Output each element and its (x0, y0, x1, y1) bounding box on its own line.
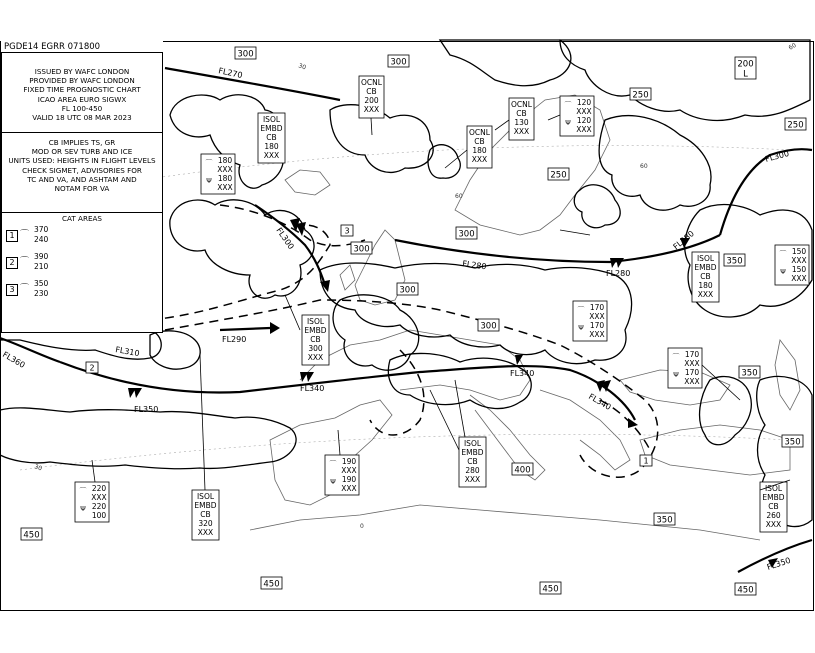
svg-text:XXX: XXX (471, 155, 488, 164)
svg-text:CB: CB (200, 510, 211, 519)
arrowhead-fl290 (270, 322, 280, 334)
svg-text:220: 220 (91, 502, 107, 511)
svg-text:400: 400 (514, 465, 531, 476)
cb-boxes (192, 76, 787, 540)
cb-box-mediterranean (459, 437, 486, 487)
svg-text:ISOL: ISOL (463, 439, 482, 448)
svg-text:XXX: XXX (197, 528, 214, 537)
svg-text:320: 320 (198, 519, 213, 528)
cat-area-iberia-outline (370, 350, 424, 435)
cat-area-top: 390 (34, 252, 49, 261)
svg-text:OCNL: OCNL (511, 100, 532, 109)
trop-box (735, 583, 756, 596)
svg-text:200: 200 (737, 59, 754, 70)
arrowhead-fl340 (628, 418, 638, 428)
svg-text:450: 450 (542, 584, 559, 595)
svg-text:250: 250 (632, 90, 649, 101)
jet-label-fl340-c: FL340 (587, 391, 613, 412)
cb-box-biscay (302, 315, 329, 365)
svg-text:XXX: XXX (791, 256, 807, 265)
svg-text:XXX: XXX (576, 125, 592, 134)
note-line: NOTAM FOR VA (54, 184, 110, 194)
issued-line: ISSUED BY WAFC LONDON (34, 67, 130, 76)
turb-icon: ⌒ (79, 487, 87, 495)
svg-text:CB: CB (474, 137, 485, 146)
svg-text:180: 180 (472, 146, 487, 155)
svg-text:60: 60 (455, 193, 463, 200)
svg-text:450: 450 (23, 530, 40, 541)
turb-box-scandinavia (560, 96, 594, 136)
cat-area-row (6, 279, 156, 301)
trop-box (724, 254, 745, 267)
svg-text:EMBD: EMBD (461, 448, 484, 457)
icing-icon: Ψ (330, 478, 336, 486)
jet-label-fl280-north: FL280 (461, 259, 488, 272)
turb-box-central-europe (573, 301, 607, 341)
svg-text:EMBD: EMBD (194, 501, 217, 510)
issued-line: PROVIDED BY WAFC LONDON (29, 76, 135, 86)
svg-text:260: 260 (766, 511, 781, 520)
svg-text:OCNL: OCNL (361, 78, 382, 87)
svg-text:130: 130 (514, 118, 529, 127)
svg-text:300: 300 (458, 229, 475, 240)
turb-icon: ⌒ (564, 101, 572, 109)
svg-text:120: 120 (576, 116, 592, 125)
trop-box (478, 319, 499, 332)
cat-ref-3 (341, 225, 353, 236)
jet-label-fl360: FL360 (1, 349, 27, 370)
chart-id: PGDE14 EGRR 071800 (1, 41, 163, 53)
svg-text:EMBD: EMBD (762, 493, 785, 502)
svg-text:XXX: XXX (263, 151, 280, 160)
svg-text:ISOL: ISOL (196, 492, 215, 501)
svg-text:350: 350 (741, 368, 758, 379)
cb-box-russia (692, 252, 719, 302)
svg-text:180: 180 (264, 142, 279, 151)
svg-text:450: 450 (263, 579, 280, 590)
leader-lines (92, 115, 790, 490)
cat-area-base: 230 (34, 289, 49, 298)
turb-box-atlantic (201, 154, 235, 194)
trop-box (548, 168, 569, 181)
trop-box (456, 227, 477, 240)
trop-box (235, 47, 256, 60)
svg-text:300: 300 (480, 321, 497, 332)
icing-icon: Ψ (80, 505, 86, 513)
note-line: CB IMPLIES TS, GR (48, 138, 116, 147)
trop-high-box (735, 57, 756, 80)
turb-box-russia-east (775, 245, 809, 285)
svg-text:XXX: XXX (697, 290, 714, 299)
svg-text:200: 200 (364, 96, 379, 105)
svg-text:220: 220 (91, 484, 107, 493)
svg-text:280: 280 (465, 466, 480, 475)
note-line: MOD OR SEV TURB AND ICE (31, 147, 133, 157)
trop-box (512, 463, 533, 476)
svg-text:ISOL: ISOL (262, 115, 281, 124)
note-line: CHECK SIGMET, ADVISORIES FOR (22, 165, 142, 175)
jet-label-fl350-se: FL350 (765, 555, 792, 572)
notes-block (2, 138, 162, 193)
cat-area-2-outline (150, 225, 330, 320)
svg-text:350: 350 (784, 437, 801, 448)
svg-text:170: 170 (684, 368, 700, 377)
svg-text:300: 300 (390, 57, 407, 68)
svg-text:XXX: XXX (307, 353, 324, 362)
cb-area-bay-biscay (150, 331, 200, 369)
jet-label-fl300-east: FL300 (764, 148, 791, 164)
trop-box (351, 242, 372, 255)
icing-icon: Ψ (578, 324, 584, 332)
cb-box-caspian (760, 482, 787, 532)
svg-text:170: 170 (589, 303, 605, 312)
svg-text:ISOL: ISOL (696, 254, 715, 263)
cat-ref-1 (640, 455, 652, 466)
jet-label-fl290: FL290 (222, 335, 247, 344)
trop-box (785, 118, 806, 131)
svg-text:EMBD: EMBD (694, 263, 717, 272)
cat-area-base: 210 (34, 262, 49, 271)
svg-text:300: 300 (353, 244, 370, 255)
jet-label-fl280-mid: FL280 (606, 269, 631, 278)
svg-text:XXX: XXX (341, 466, 357, 475)
turbulence-icon: ⌒ (20, 230, 30, 240)
svg-text:XXX: XXX (684, 359, 700, 368)
icing-icon: Ψ (673, 371, 679, 379)
chart-info-panel (1, 41, 163, 333)
issued-block (2, 67, 162, 122)
svg-text:300: 300 (308, 344, 323, 353)
turb-icon: ⌒ (672, 353, 680, 361)
svg-text:XXX: XXX (684, 377, 700, 386)
divider (2, 212, 162, 213)
jet-label-fl340-a: FL340 (300, 384, 325, 393)
svg-text:150: 150 (791, 247, 807, 256)
cb-area-baltic-small (574, 185, 620, 228)
cb-box-norway (467, 126, 492, 168)
svg-text:60: 60 (787, 41, 798, 52)
turb-box-iberia (325, 455, 359, 495)
svg-text:180: 180 (217, 156, 233, 165)
svg-text:XXX: XXX (464, 475, 481, 484)
svg-text:250: 250 (787, 120, 804, 131)
svg-text:XXX: XXX (363, 105, 380, 114)
svg-text:350: 350 (726, 256, 743, 267)
issued-line: FL 100-450 (61, 103, 103, 113)
svg-text:CB: CB (266, 133, 277, 142)
svg-text:L: L (743, 69, 748, 80)
svg-text:ISOL: ISOL (306, 317, 325, 326)
cb-box-iceland (258, 113, 285, 163)
cat-areas-title: CAT AREAS (62, 214, 102, 223)
svg-text:CB: CB (310, 335, 321, 344)
turb-box-black-sea (668, 348, 702, 388)
svg-text:XXX: XXX (765, 520, 782, 529)
svg-text:CB: CB (768, 502, 779, 511)
trop-box (540, 582, 561, 595)
svg-text:170: 170 (589, 321, 605, 330)
svg-text:XXX: XXX (217, 165, 233, 174)
svg-text:XXX: XXX (589, 312, 605, 321)
divider (2, 132, 162, 133)
turb-icon: ⌒ (577, 306, 585, 314)
cb-box-scandinavia-north (509, 98, 534, 140)
svg-text:CB: CB (516, 109, 527, 118)
svg-text:150: 150 (791, 265, 807, 274)
svg-text:170: 170 (684, 350, 700, 359)
trop-box (388, 55, 409, 68)
svg-text:CB: CB (366, 87, 377, 96)
jet-label-fl280-east: FL280 (671, 228, 696, 252)
trop-box (261, 577, 282, 590)
svg-text:ISOL: ISOL (764, 484, 783, 493)
issued-line: ICAO AREA EURO SIGWX (37, 94, 127, 104)
jet-label-fl310: FL310 (114, 345, 141, 359)
svg-text:30: 30 (33, 463, 43, 473)
svg-text:30: 30 (297, 62, 307, 72)
svg-text:EMBD: EMBD (304, 326, 327, 335)
svg-text:XXX: XXX (513, 127, 530, 136)
jet-label-fl350: FL350 (134, 405, 159, 414)
icing-icon: Ψ (206, 177, 212, 185)
cb-area-north-sea (440, 40, 571, 86)
svg-text:0: 0 (360, 523, 364, 530)
cat-area-row (6, 252, 156, 274)
svg-text:300: 300 (237, 49, 254, 60)
svg-text:100: 100 (91, 511, 107, 520)
svg-text:120: 120 (576, 98, 592, 107)
icing-icon: Ψ (565, 119, 571, 127)
turbulence-icon: ⌒ (20, 284, 30, 294)
jet-label-fl270: FL270 (217, 66, 244, 81)
jet-stream-fl290 (220, 328, 270, 330)
issued-line: FIXED TIME PROGNOSTIC CHART (23, 85, 141, 95)
turb-box-atlantic-south (75, 482, 109, 522)
jet-label-fl340-b: FL340 (510, 369, 535, 378)
cb-area-atlantic-south (0, 408, 296, 469)
svg-text:XXX: XXX (91, 493, 107, 502)
cb-area-baltic (599, 116, 711, 211)
svg-text:XXX: XXX (217, 183, 233, 192)
cb-box-norwegian-sea (359, 76, 384, 118)
note-line: UNITS USED: HEIGHTS IN FLIGHT LEVELS (8, 156, 156, 166)
turb-boxes (75, 96, 809, 522)
note-line: TC AND VA, AND ASHTAM AND (27, 174, 137, 184)
trop-box (21, 528, 42, 541)
svg-text:CB: CB (467, 457, 478, 466)
trop-box (782, 435, 803, 448)
trop-box (654, 513, 675, 526)
svg-text:1: 1 (643, 456, 649, 466)
cat-area-number: 1 (6, 230, 18, 242)
trop-box (739, 366, 760, 379)
cat-area-number: 3 (6, 284, 18, 296)
arrowhead-fl300-west (320, 280, 330, 292)
cat-area-top: 370 (34, 225, 49, 234)
jet-stream-fl270 (165, 68, 340, 100)
cb-area-atlantic-mid (170, 200, 314, 298)
svg-text:60: 60 (640, 163, 648, 170)
cb-area-france (333, 295, 419, 370)
svg-text:OCNL: OCNL (469, 128, 490, 137)
turb-icon: ⌒ (779, 250, 787, 258)
icing-icon: Ψ (780, 268, 786, 276)
svg-text:CB: CB (700, 272, 711, 281)
svg-text:190: 190 (341, 475, 357, 484)
cb-box-atlantic-south (192, 490, 219, 540)
turb-icon: ⌒ (205, 159, 213, 167)
cat-area-base: 240 (34, 235, 49, 244)
svg-text:2: 2 (89, 363, 95, 373)
svg-text:EMBD: EMBD (260, 124, 283, 133)
svg-text:XXX: XXX (791, 274, 807, 283)
turb-icon: ⌒ (329, 460, 337, 468)
svg-text:3: 3 (344, 226, 350, 236)
svg-text:450: 450 (737, 585, 754, 596)
svg-text:180: 180 (217, 174, 233, 183)
turbulence-icon: ⌒ (20, 257, 30, 267)
svg-text:XXX: XXX (341, 484, 357, 493)
jet-label-fl300-west: FL300 (274, 225, 296, 252)
svg-text:XXX: XXX (589, 330, 605, 339)
issued-line: VALID 18 UTC 08 MAR 2023 (32, 113, 132, 123)
trop-box (630, 88, 651, 101)
cat-area-top: 350 (34, 279, 49, 288)
svg-text:XXX: XXX (576, 107, 592, 116)
svg-text:180: 180 (698, 281, 713, 290)
cat-area-row (6, 225, 156, 247)
trop-box (397, 283, 418, 296)
svg-text:350: 350 (656, 515, 673, 526)
svg-text:190: 190 (341, 457, 357, 466)
cat-ref-2 (86, 362, 98, 373)
svg-text:250: 250 (550, 170, 567, 181)
cat-area-number: 2 (6, 257, 18, 269)
svg-text:300: 300 (399, 285, 416, 296)
jet-stream-fl280-north (395, 235, 720, 262)
